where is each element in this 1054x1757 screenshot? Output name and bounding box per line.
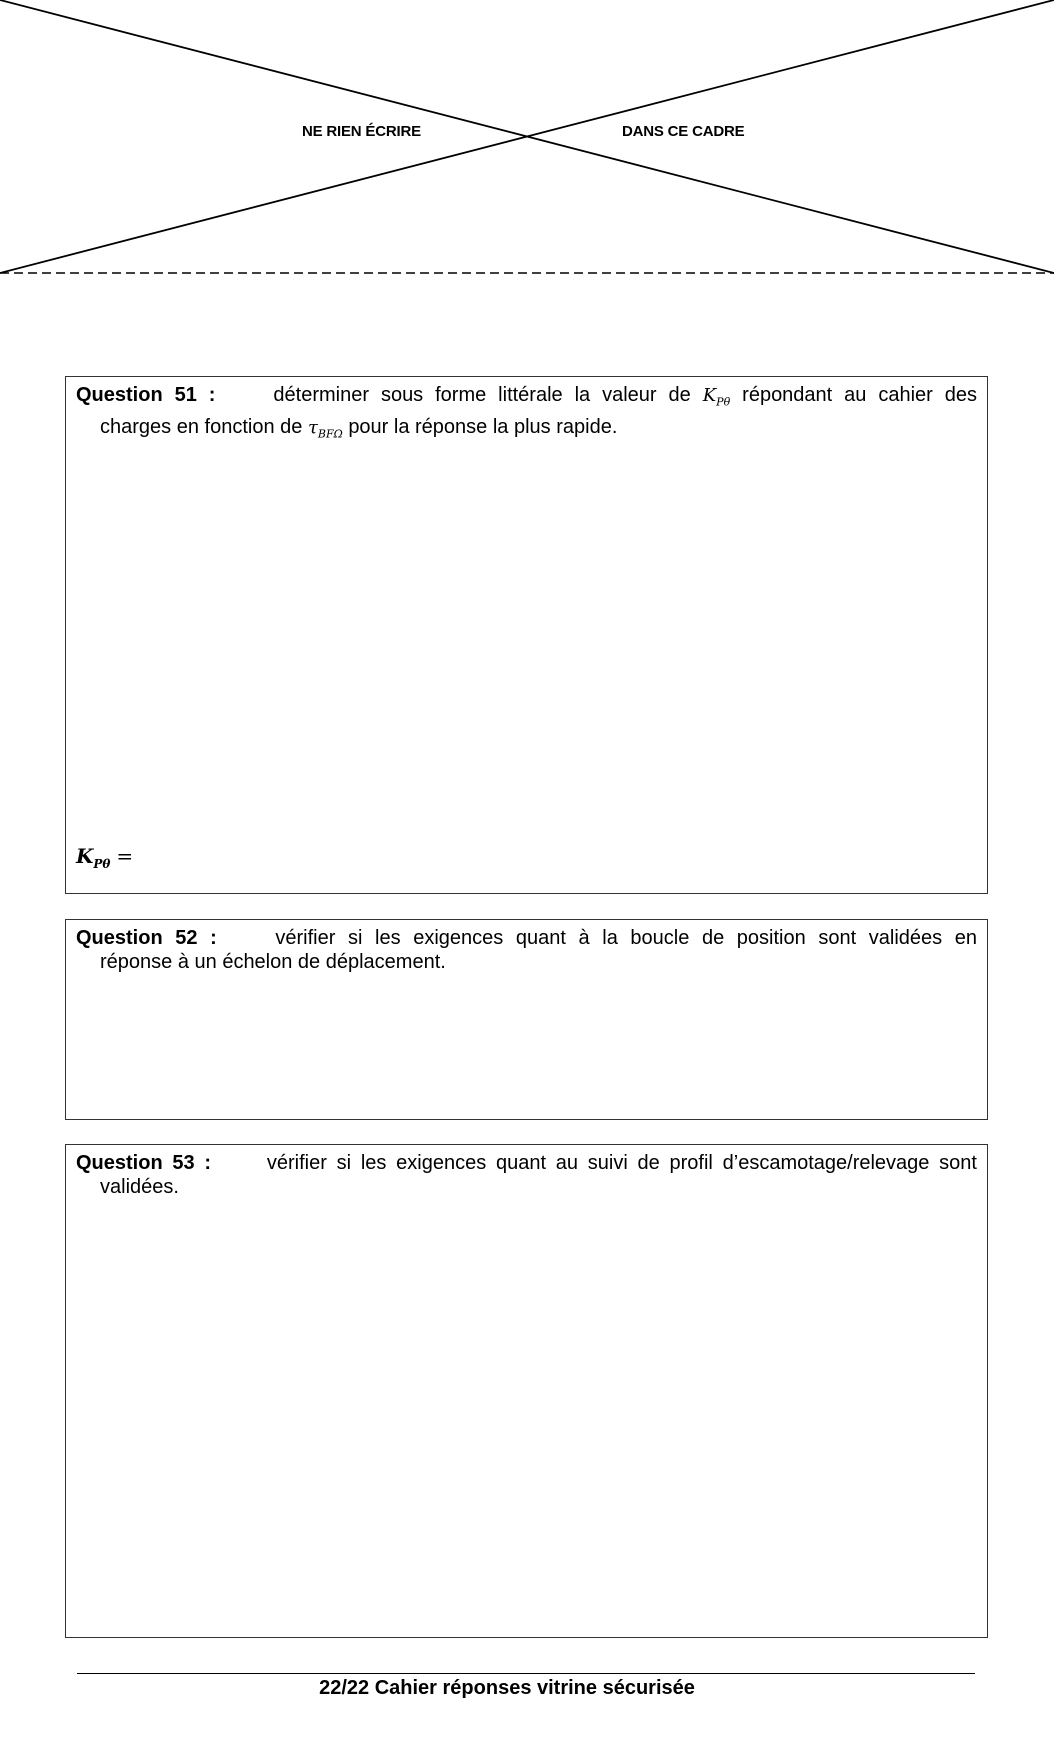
question-51-text-mid-2: charges en fonction de xyxy=(100,415,303,438)
tau-bf-symbol: $\tau_{BF\Omega}$ xyxy=(307,416,343,441)
kp-theta-symbol: $K_{P\theta}$ xyxy=(702,385,731,409)
question-52-label: Question 52 : xyxy=(76,927,217,949)
question-52-text-line2: réponse à un échelon de déplacement. xyxy=(100,951,446,973)
question-52-answer-box[interactable] xyxy=(65,919,988,1120)
question-53-line1 xyxy=(76,1151,977,1175)
cross-lines xyxy=(0,0,1054,280)
question-51-line1 xyxy=(76,383,977,415)
question-51-text-before: déterminer sous forme littérale la valeur de xyxy=(273,384,691,406)
footer-divider xyxy=(77,1673,975,1674)
question-51-text-after: pour la réponse la plus rapide. xyxy=(348,415,618,438)
question-51-text-mid-1: répondant au cahier des xyxy=(742,384,978,406)
question-53-text-line2: validées. xyxy=(100,1176,179,1198)
question-51-label: Question 51 : xyxy=(76,384,216,406)
question-52-text-line1: vérifier si les exigences quant à la boucle de position sont validées en xyxy=(275,927,977,949)
question-51-line2 xyxy=(100,415,977,447)
page-footer: 22/22 Cahier réponses vitrine sécurisée xyxy=(319,1677,695,1699)
kp-answer-line: $K_{P\theta}$ = xyxy=(76,844,134,871)
question-53-answer-box[interactable] xyxy=(65,1144,988,1638)
question-51-answer-box[interactable] xyxy=(65,376,988,894)
no-write-right-label: DANS CE CADRE xyxy=(622,123,745,140)
question-53-text-line1: vérifier si les exigences quant au suivi de profil d’escamotage/relevage sont xyxy=(266,1152,977,1174)
no-write-zone xyxy=(0,0,1054,280)
question-53-label: Question 53 : xyxy=(76,1152,212,1174)
no-write-left-label: NE RIEN ÉCRIRE xyxy=(302,123,421,140)
question-52-line1 xyxy=(76,926,977,950)
